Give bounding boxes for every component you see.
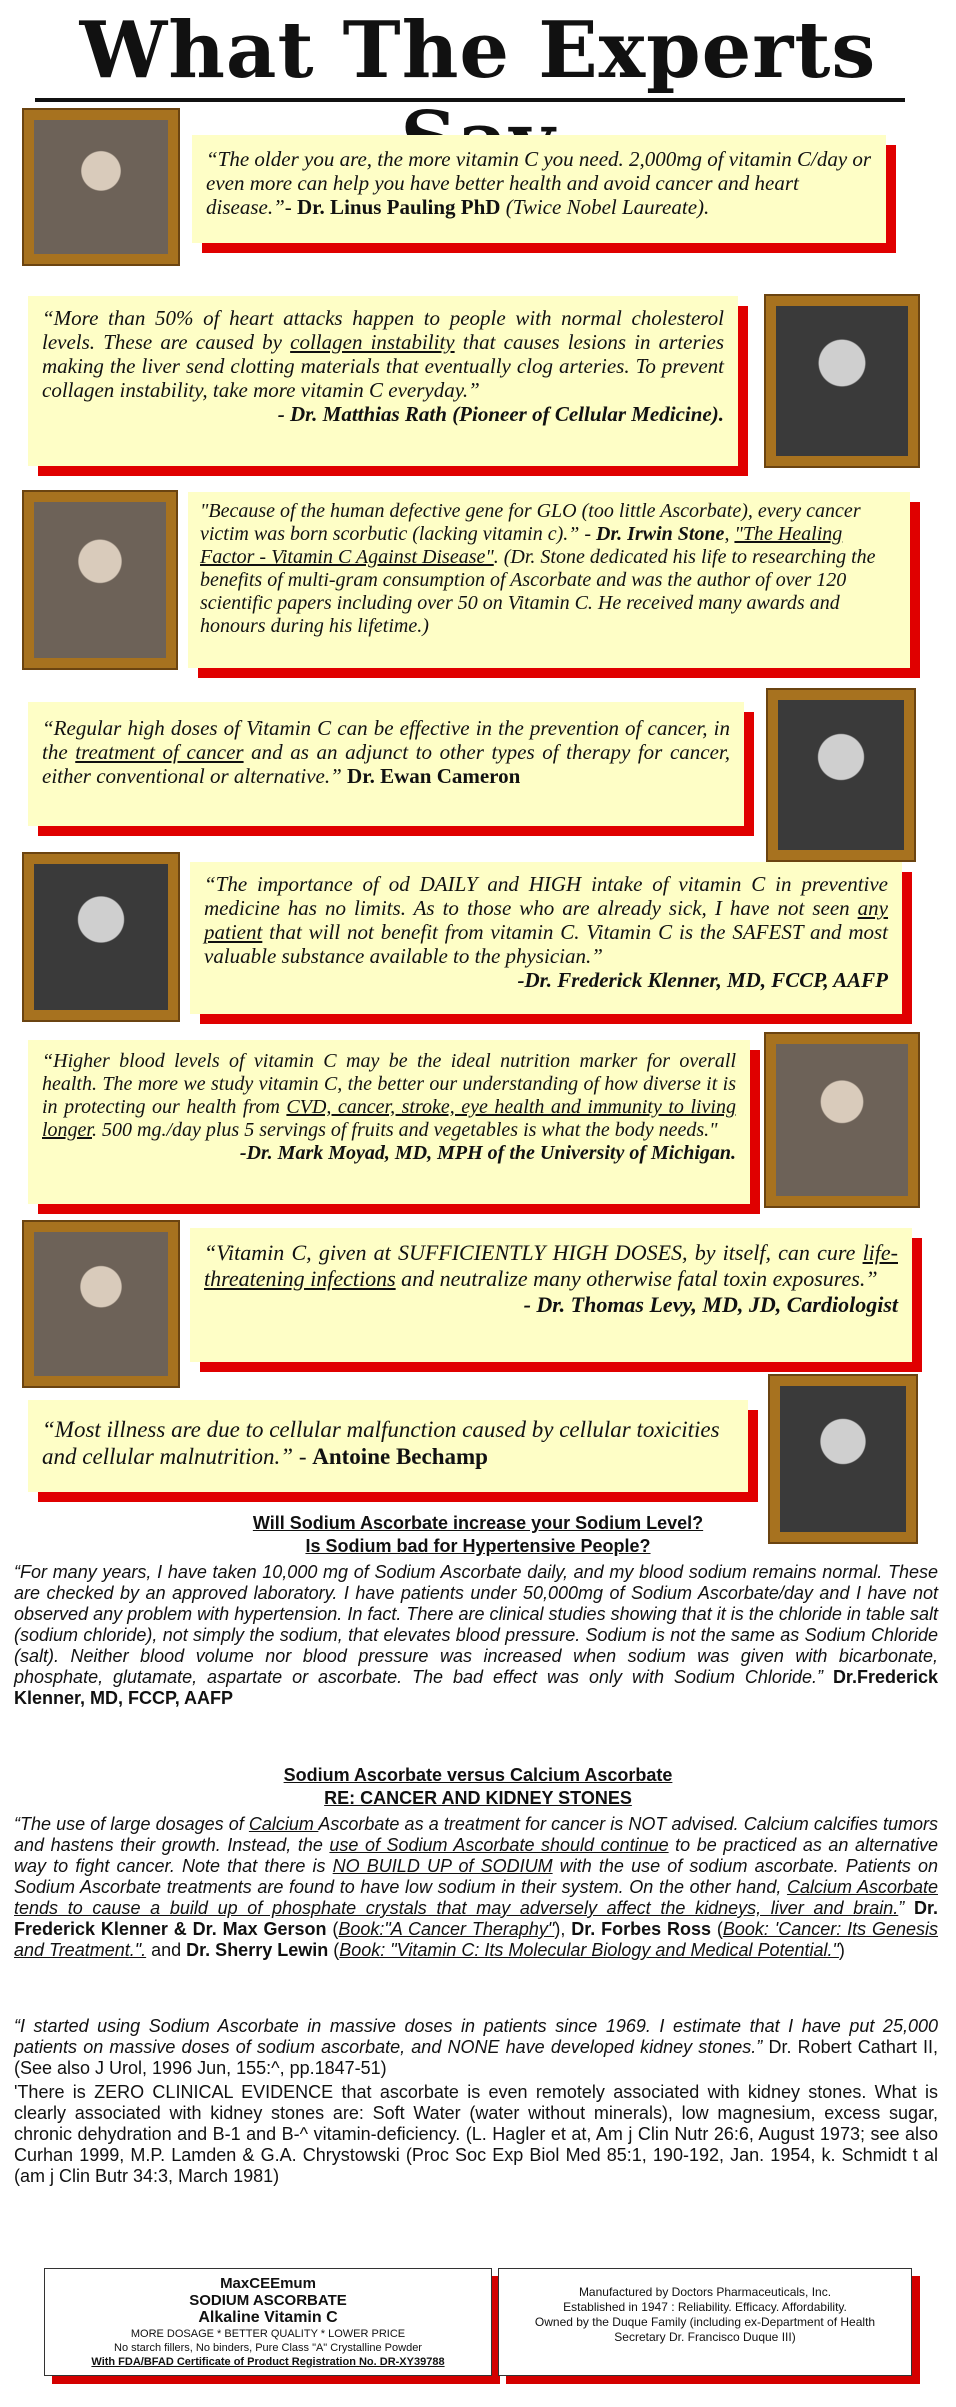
portrait-stone <box>34 502 166 658</box>
calcium-text-i: ” <box>898 1898 905 1918</box>
calcium-text-f: NO BUILD UP of SODIUM <box>332 1856 553 1876</box>
quote-text: “Higher blood levels of vitamin C may be the ideal nutrition marker for overall health. The more we study vitamin C, the better our understanding of how diverse it is in protecting our health from <box>42 1050 736 1118</box>
section-heading-calcium-1: Sodium Ascorbate versus Calcium Ascorbate <box>283 1765 673 1785</box>
quote-author: Dr. Linus Pauling PhD <box>297 195 501 219</box>
portrait-klenner <box>34 864 168 1010</box>
quote-underlined: any patient <box>204 896 888 944</box>
ref-book-3: Book: "Vitamin C: Its Molecular Biology and Medical Potential." <box>339 1940 839 1960</box>
quote-box-moyad <box>28 1040 750 1204</box>
portrait-rath <box>776 306 908 456</box>
ref-author-2: Dr. Forbes Ross <box>571 1919 711 1939</box>
quote-text: “Vitamin C, given at SUFFICIENTLY HIGH DOSES, by itself, can cure <box>204 1240 863 1265</box>
manufacturer-box <box>498 2268 912 2376</box>
section-heading-sodium-2: Is Sodium bad for Hypertensive People? <box>305 1536 651 1556</box>
calcium-text-c: Ascorbate as a treatment for cancer is NOT advised. Calcium calcifies tumors and hastens their growth. Instead, the <box>14 1814 938 1855</box>
product-name: MaxCEEmum <box>220 2275 316 2292</box>
quote-book: "The Healing Factor - Vitamin C Against Disease" <box>200 523 843 568</box>
quote-author: Dr. Irwin Stone <box>596 523 725 545</box>
ref-author-1: Dr. Frederick Klenner & Dr. Max Gerson <box>14 1898 938 1939</box>
product-type: SODIUM ASCORBATE <box>189 2292 347 2309</box>
kidney-paragraph: 'There is ZERO CLINICAL EVIDENCE that ascorbate is even remotely associated with kidney stones. What is clearly associated with kidney stones are: Soft Water (water without minerals), low magnesium, excess sugar, chronic dehydration and B-1 and B-^ vitamin-deficiency. (L. Hagler et at, Am j Clin Nutr 26:6, August 1973; see also Curhan 1999, M.P. Lamden & G.A. Chrystowski (Proc Soc Exp Biol Med 85:1, 190-192, Jan. 1954, k. Schmidt t al (am j Clin Butr 34:3, March 1981) <box>14 2082 938 2186</box>
sodium-author: Dr.Frederick Klenner, MD, FCCP, AAFP <box>14 1667 938 1708</box>
quote-text-cont: . (Dr. Stone dedicated his life to researching the benefits of multi-gram consumption of Ascorbate and was the author of over 120 scientific papers including over 50 on Vitamin C. He received many awards and honours during his lifetime.) <box>200 546 876 637</box>
sodium-paragraph <box>14 1562 938 1709</box>
quote-text: “Most illness are due to cellular malfunction caused by cellular toxicities and cellular malnutrition.” - <box>42 1417 720 1469</box>
quote-text: “The importance of od DAILY and HIGH intake of vitamin C in preventive medicine has no limits. As to those who are already sick, I have not seen <box>204 872 888 920</box>
quote-author: -Dr. Frederick Klenner, MD, FCCP, AAFP <box>517 968 888 992</box>
calcium-text-a: “The use of large dosages of <box>14 1814 249 1834</box>
quote-author: - Dr. Matthias Rath (Pioneer of Cellular Medicine). <box>277 402 724 426</box>
portrait-frame-levy <box>24 1222 178 1386</box>
ref-author-3: Dr. Sherry Lewin <box>186 1940 329 1960</box>
quote-text-cont: that causes lesions in arteries making the liver send clotting materials that eventually clog arteries. To prevent collagen instability, take more vitamin C everyday.” <box>42 330 724 402</box>
quote-box-cameron <box>28 702 744 826</box>
manufacturer-name: Manufactured by Doctors Pharmaceuticals, Inc. <box>578 2285 832 2299</box>
quote-text: “More than 50% of heart attacks happen to people with normal cholesterol levels. These are caused by <box>42 306 724 354</box>
portrait-frame-pauling <box>24 110 178 264</box>
product-box <box>44 2268 492 2376</box>
portrait-frame-moyad <box>766 1034 918 1206</box>
cathart-text: “I started using Sodium Ascorbate in massive doses in patients since 1969. I estimate that I have put 25,000 patients on massive doses of sodium ascorbate, and NONE have developed kidney stones.” <box>14 2016 938 2057</box>
quote-underlined: treatment of cancer <box>75 740 244 764</box>
portrait-cameron <box>778 700 904 850</box>
quote-underlined: collagen instability <box>290 330 455 354</box>
quote-text-cont: . 500 mg./day plus 5 servings of fruits and vegetables is what the body needs." <box>92 1119 718 1141</box>
calcium-paragraph: “The use of large dosages of Calcium Ascorbate as a treatment for cancer is NOT advised. Calcium calcifies tumors and hastens their growth. Instead, the use of Sodium Ascorbate should continue to be practiced as an alternative way to fight cancer. Note that there is NO BUILD UP of SODIUM with the use of sodium ascorbate. Patients on Sodium Ascorbate treatments are found to have low sodium in their system. On the other hand, Calcium Ascorbate tends to cause a build up of phosphate crystals that may adversely affect the kidneys, liver and brain.” Dr. Frederick Klenner & Dr. Max Gerson (Book:"A Cancer Theraphy"), Dr. Forbes Ross (Book: 'Cancer: Its Genesis and Treatment.". and Dr. Sherry Lewin (Book: "Vitamin C: Its Molecular Biology and Medical Potential.") <box>14 1814 939 1960</box>
quote-box-levy <box>190 1228 912 1362</box>
quote-text: “The older you are, the more vitamin C you need. 2,000mg of vitamin C/day or even more can help you have better health and avoid cancer and heart disease.”- <box>206 147 872 219</box>
portrait-frame-stone <box>24 492 176 668</box>
quote-text-cont: and neutralize many otherwise fatal toxin exposures.” <box>395 1266 878 1291</box>
cathart-ref: Dr. Robert Cathart II, (See also J Urol, 1996 Jun, 155:^, pp.1847-51) <box>14 2037 938 2078</box>
section-heading-calcium-2: RE: CANCER AND KIDNEY STONES <box>324 1788 632 1808</box>
portrait-levy <box>34 1232 168 1376</box>
quote-author: Antoine Bechamp <box>312 1444 488 1469</box>
cathart-paragraph <box>14 2016 938 2079</box>
quote-author: - Dr. Thomas Levy, MD, JD, Cardiologist <box>523 1292 898 1317</box>
calcium-text-e: to be practiced as an alternative way to fight cancer. Note that there is <box>14 1835 938 1876</box>
quote-box-bechamp <box>28 1400 748 1492</box>
quote-note: (Twice Nobel Laureate). <box>505 195 710 219</box>
calcium-text-d: use of Sodium Ascorbate should continue <box>329 1835 669 1855</box>
quote-box-klenner <box>190 862 902 1014</box>
product-registration: With FDA/BFAD Certificate of Product Registration No. DR-XY39788 <box>91 2356 445 2368</box>
section-heading-sodium-1: Will Sodium Ascorbate increase your Sodium Level? <box>252 1513 704 1533</box>
quote-author: Dr. Ewan Cameron <box>347 764 521 788</box>
quote-text: “Regular high doses of Vitamin C can be effective in the prevention of cancer, in the <box>42 716 730 764</box>
title-underline <box>35 98 905 102</box>
quote-box-pauling <box>192 135 886 243</box>
manufacturer-established: Established in 1947 : Reliability. Efficacy. Affordability. <box>563 2300 847 2314</box>
quote-box-rath <box>28 296 738 466</box>
portrait-frame-klenner <box>24 854 178 1020</box>
portrait-moyad <box>776 1044 908 1196</box>
portrait-frame-rath <box>766 296 918 466</box>
quote-box-stone: "Because of the human defective gene for GLO (too little Ascorbate), every cancer victim was born scorbutic (lacking vitamin c).” - Dr. Irwin Stone, "The Healing Factor - Vitamin C Against Disease". (Dr. Stone dedicated his life to researching the benefits of multi-gram consumption of Ascorbate and was the author of over 120 scientific papers including over 50 on Vitamin C. He received many awards and honours during his lifetime.) <box>188 492 910 668</box>
quote-author: -Dr. Mark Moyad, MD, MPH of the University of Michigan. <box>239 1142 736 1164</box>
quote-text-cont: and as an adjunct to other types of therapy for cancer, either conventional or alternative.” <box>42 740 730 788</box>
product-description: No starch fillers, No binders, Pure Class "A" Crystalline Powder <box>114 2342 422 2354</box>
sodium-text: “For many years, I have taken 10,000 mg of Sodium Ascorbate daily, and my blood sodium remains normal. These are checked by an approved laboratory. I have patients under 50,000mg of Sodium Ascorbate/day and I have not observed any problem with hypertension. In fact. There are clinical studies showing that it is the chloride in table salt (sodium chloride), not simply the sodium, that elevates blood pressure. Sodium is not the same as Sodium Chloride (salt). Neither blood volume nor blood pressure was increased when sodium was given with bicarbonate, phosphate, glutamate, aspartate or ascorbate. The bad effect was only with Sodium Chloride.” <box>14 1562 938 1687</box>
calcium-text-g: with the use of sodium ascorbate. Patients on Sodium Ascorbate treatments are found to have low sodium in their system. On the other hand, <box>14 1856 938 1897</box>
portrait-pauling <box>34 120 168 254</box>
product-subtitle: Alkaline Vitamin C <box>198 2309 338 2326</box>
page-title: What The Experts <box>79 5 877 96</box>
quote-underlined: CVD, cancer, stroke, eye health and immunity to living longer <box>42 1096 736 1141</box>
ref-book-2: Book: 'Cancer: Its Genesis and Treatment.". <box>14 1919 939 1960</box>
manufacturer-owner: Owned by the Duque Family (including ex-Department of Health Secretary Dr. Francisco Duque III) <box>534 2315 876 2344</box>
product-tagline: MORE DOSAGE * BETTER QUALITY * LOWER PRICE <box>130 2328 406 2340</box>
quote-underlined: life-threatening infections <box>204 1240 898 1291</box>
portrait-bechamp <box>780 1386 906 1532</box>
calcium-text-h: Calcium Ascorbate tends to cause a build up of phosphate crystals that may adversely affect the kidneys, liver and brain. <box>14 1877 938 1918</box>
quote-text: "Because of the human defective gene for GLO (too little Ascorbate), every cancer victim was born scorbutic (lacking vitamin c).” - <box>200 500 861 545</box>
quote-text-cont: that will not benefit from vitamin C. Vitamin C is the SAFEST and most valuable substance available to the physician.” <box>204 920 888 968</box>
portrait-frame-cameron <box>768 690 914 860</box>
calcium-text-b: Calcium <box>248 1814 319 1834</box>
ref-book-1: Book:"A Cancer Theraphy" <box>338 1919 555 1939</box>
